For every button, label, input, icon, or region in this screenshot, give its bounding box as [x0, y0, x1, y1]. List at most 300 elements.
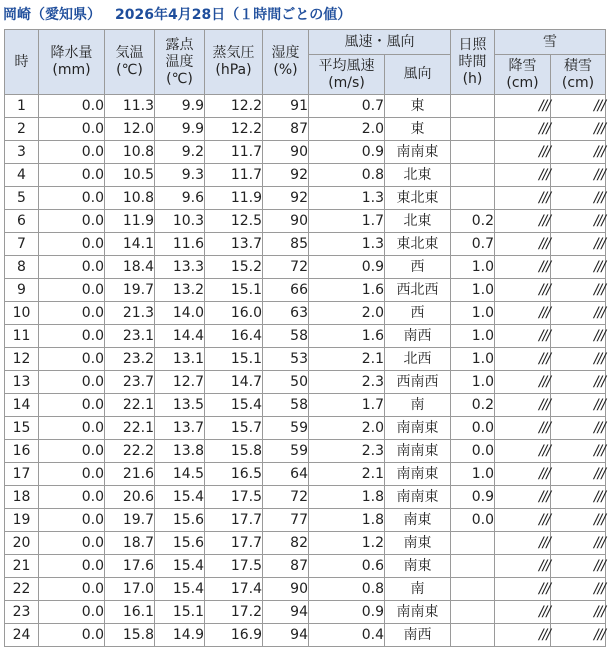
cell-wind-dir: 北東	[385, 210, 451, 233]
cell-sunshine: 0.2	[451, 394, 495, 417]
table-row	[5, 95, 606, 118]
cell-wind-dir: 東	[385, 118, 451, 141]
cell-sunshine	[451, 118, 495, 141]
cell-dew: 9.6	[155, 187, 205, 210]
cell-hour: 7	[5, 233, 39, 256]
hourly-observation-table	[4, 29, 606, 647]
cell-precip: 0.0	[39, 532, 105, 555]
cell-sunshine	[451, 95, 495, 118]
cell-temp: 17.6	[105, 555, 155, 578]
cell-humidity: 58	[263, 325, 309, 348]
cell-wind-dir: 南	[385, 394, 451, 417]
cell-precip: 0.0	[39, 463, 105, 486]
cell-snowfall: ///	[495, 187, 551, 210]
cell-hour: 4	[5, 164, 39, 187]
cell-snow-depth: ///	[551, 371, 606, 394]
col-header-precip: 降水量 (mm)	[39, 30, 105, 95]
col-header-wind-speed: 平均風速 (m/s)	[309, 55, 385, 95]
cell-wind-speed: 2.0	[309, 417, 385, 440]
cell-temp: 10.5	[105, 164, 155, 187]
cell-snowfall: ///	[495, 371, 551, 394]
cell-wind-speed: 2.3	[309, 440, 385, 463]
cell-dew: 15.1	[155, 601, 205, 624]
cell-snow-depth: ///	[551, 164, 606, 187]
cell-precip: 0.0	[39, 555, 105, 578]
cell-wind-speed: 0.8	[309, 164, 385, 187]
cell-hour: 23	[5, 601, 39, 624]
cell-precip: 0.0	[39, 187, 105, 210]
table-row	[5, 164, 606, 187]
cell-snowfall: ///	[495, 164, 551, 187]
cell-dew: 14.0	[155, 302, 205, 325]
cell-hour: 12	[5, 348, 39, 371]
cell-vapor: 15.7	[205, 417, 263, 440]
cell-humidity: 64	[263, 463, 309, 486]
cell-wind-dir: 南東	[385, 555, 451, 578]
cell-snowfall: ///	[495, 463, 551, 486]
table-row	[5, 486, 606, 509]
table-row	[5, 233, 606, 256]
cell-vapor: 16.0	[205, 302, 263, 325]
cell-dew: 13.8	[155, 440, 205, 463]
cell-temp: 15.8	[105, 624, 155, 647]
cell-vapor: 11.7	[205, 164, 263, 187]
cell-snow-depth: ///	[551, 279, 606, 302]
cell-temp: 17.0	[105, 578, 155, 601]
cell-temp: 23.2	[105, 348, 155, 371]
cell-wind-speed: 0.9	[309, 601, 385, 624]
cell-snow-depth: ///	[551, 463, 606, 486]
col-header-dew: 露点 温度 (℃)	[155, 30, 205, 95]
cell-sunshine: 0.0	[451, 440, 495, 463]
table-row	[5, 210, 606, 233]
cell-snow-depth: ///	[551, 486, 606, 509]
col-header-temp: 気温 (℃)	[105, 30, 155, 95]
cell-humidity: 53	[263, 348, 309, 371]
cell-snowfall: ///	[495, 233, 551, 256]
cell-snow-depth: ///	[551, 624, 606, 647]
cell-snowfall: ///	[495, 256, 551, 279]
cell-humidity: 92	[263, 187, 309, 210]
cell-snowfall: ///	[495, 394, 551, 417]
cell-hour: 10	[5, 302, 39, 325]
cell-wind-dir: 南西	[385, 624, 451, 647]
cell-vapor: 15.4	[205, 394, 263, 417]
cell-snow-depth: ///	[551, 141, 606, 164]
cell-dew: 15.6	[155, 532, 205, 555]
cell-wind-speed: 1.8	[309, 509, 385, 532]
cell-temp: 23.7	[105, 371, 155, 394]
cell-wind-speed: 0.4	[309, 624, 385, 647]
col-header-snowfall: 降雪 (cm)	[495, 55, 551, 95]
cell-sunshine	[451, 187, 495, 210]
cell-sunshine: 1.0	[451, 256, 495, 279]
cell-dew: 15.4	[155, 555, 205, 578]
cell-wind-speed: 1.2	[309, 532, 385, 555]
cell-temp: 14.1	[105, 233, 155, 256]
cell-snowfall: ///	[495, 325, 551, 348]
cell-temp: 21.3	[105, 302, 155, 325]
cell-humidity: 77	[263, 509, 309, 532]
cell-precip: 0.0	[39, 233, 105, 256]
cell-wind-speed: 2.3	[309, 371, 385, 394]
cell-wind-dir: 西	[385, 256, 451, 279]
table-row	[5, 279, 606, 302]
cell-snowfall: ///	[495, 210, 551, 233]
cell-dew: 15.6	[155, 509, 205, 532]
cell-snowfall: ///	[495, 118, 551, 141]
cell-humidity: 87	[263, 118, 309, 141]
table-row	[5, 578, 606, 601]
cell-precip: 0.0	[39, 348, 105, 371]
cell-precip: 0.0	[39, 509, 105, 532]
cell-temp: 16.1	[105, 601, 155, 624]
cell-precip: 0.0	[39, 95, 105, 118]
cell-snowfall: ///	[495, 486, 551, 509]
cell-snow-depth: ///	[551, 95, 606, 118]
cell-hour: 14	[5, 394, 39, 417]
cell-vapor: 13.7	[205, 233, 263, 256]
cell-precip: 0.0	[39, 118, 105, 141]
cell-humidity: 87	[263, 555, 309, 578]
table-body	[5, 95, 606, 647]
cell-sunshine	[451, 555, 495, 578]
cell-humidity: 63	[263, 302, 309, 325]
cell-wind-speed: 2.1	[309, 463, 385, 486]
cell-hour: 9	[5, 279, 39, 302]
cell-wind-dir: 南南東	[385, 463, 451, 486]
cell-precip: 0.0	[39, 394, 105, 417]
cell-snow-depth: ///	[551, 532, 606, 555]
date-caption: 2026年4月28日（１時間ごとの値）	[115, 7, 352, 23]
cell-sunshine: 0.0	[451, 509, 495, 532]
cell-hour: 5	[5, 187, 39, 210]
cell-hour: 21	[5, 555, 39, 578]
cell-wind-speed: 1.8	[309, 486, 385, 509]
cell-temp: 21.6	[105, 463, 155, 486]
cell-hour: 19	[5, 509, 39, 532]
cell-vapor: 16.5	[205, 463, 263, 486]
cell-sunshine	[451, 578, 495, 601]
cell-wind-dir: 東北東	[385, 187, 451, 210]
col-header-snow-depth: 積雪 (cm)	[551, 55, 606, 95]
table-row	[5, 394, 606, 417]
cell-temp: 23.1	[105, 325, 155, 348]
table-row	[5, 532, 606, 555]
cell-hour: 17	[5, 463, 39, 486]
cell-precip: 0.0	[39, 440, 105, 463]
table-row	[5, 463, 606, 486]
cell-temp: 22.1	[105, 417, 155, 440]
cell-hour: 3	[5, 141, 39, 164]
cell-dew: 10.3	[155, 210, 205, 233]
cell-dew: 13.7	[155, 417, 205, 440]
cell-wind-speed: 2.1	[309, 348, 385, 371]
table-row	[5, 118, 606, 141]
cell-sunshine: 0.9	[451, 486, 495, 509]
cell-sunshine: 1.0	[451, 279, 495, 302]
cell-dew: 9.2	[155, 141, 205, 164]
cell-wind-dir: 南南東	[385, 141, 451, 164]
cell-wind-dir: 北西	[385, 348, 451, 371]
cell-snowfall: ///	[495, 417, 551, 440]
table-row	[5, 325, 606, 348]
cell-humidity: 90	[263, 210, 309, 233]
cell-precip: 0.0	[39, 164, 105, 187]
cell-snow-depth: ///	[551, 601, 606, 624]
cell-snow-depth: ///	[551, 578, 606, 601]
table-row	[5, 417, 606, 440]
cell-wind-speed: 0.6	[309, 555, 385, 578]
header-row-1	[5, 30, 606, 55]
cell-temp: 18.4	[105, 256, 155, 279]
cell-hour: 18	[5, 486, 39, 509]
cell-vapor: 15.2	[205, 256, 263, 279]
table-row	[5, 348, 606, 371]
col-header-wind-dir: 風向	[385, 55, 451, 95]
cell-hour: 22	[5, 578, 39, 601]
cell-wind-dir: 東北東	[385, 233, 451, 256]
cell-vapor: 12.5	[205, 210, 263, 233]
cell-temp: 22.1	[105, 394, 155, 417]
cell-snow-depth: ///	[551, 187, 606, 210]
cell-dew: 11.6	[155, 233, 205, 256]
cell-temp: 12.0	[105, 118, 155, 141]
cell-snowfall: ///	[495, 601, 551, 624]
cell-humidity: 90	[263, 578, 309, 601]
cell-precip: 0.0	[39, 279, 105, 302]
table-row	[5, 141, 606, 164]
cell-vapor: 11.9	[205, 187, 263, 210]
cell-vapor: 17.4	[205, 578, 263, 601]
cell-dew: 15.4	[155, 486, 205, 509]
cell-wind-speed: 0.8	[309, 578, 385, 601]
cell-snowfall: ///	[495, 509, 551, 532]
cell-sunshine	[451, 624, 495, 647]
cell-dew: 14.4	[155, 325, 205, 348]
cell-precip: 0.0	[39, 256, 105, 279]
cell-wind-dir: 西北西	[385, 279, 451, 302]
cell-humidity: 72	[263, 256, 309, 279]
cell-wind-speed: 1.6	[309, 279, 385, 302]
cell-humidity: 82	[263, 532, 309, 555]
cell-temp: 19.7	[105, 509, 155, 532]
cell-snow-depth: ///	[551, 417, 606, 440]
cell-snow-depth: ///	[551, 256, 606, 279]
cell-snowfall: ///	[495, 624, 551, 647]
cell-sunshine	[451, 141, 495, 164]
cell-temp: 19.7	[105, 279, 155, 302]
cell-wind-speed: 0.9	[309, 141, 385, 164]
cell-sunshine: 1.0	[451, 463, 495, 486]
cell-temp: 20.6	[105, 486, 155, 509]
cell-wind-dir: 南南東	[385, 417, 451, 440]
cell-sunshine: 0.7	[451, 233, 495, 256]
cell-vapor: 17.7	[205, 532, 263, 555]
cell-snow-depth: ///	[551, 555, 606, 578]
cell-snowfall: ///	[495, 440, 551, 463]
col-header-hour: 時	[5, 30, 39, 95]
cell-humidity: 58	[263, 394, 309, 417]
cell-snowfall: ///	[495, 279, 551, 302]
cell-humidity: 66	[263, 279, 309, 302]
table-row	[5, 555, 606, 578]
page-title	[3, 5, 365, 25]
table-row	[5, 624, 606, 647]
cell-dew: 13.5	[155, 394, 205, 417]
cell-wind-speed: 2.0	[309, 302, 385, 325]
table-row	[5, 256, 606, 279]
cell-humidity: 59	[263, 440, 309, 463]
cell-temp: 11.3	[105, 95, 155, 118]
cell-sunshine: 1.0	[451, 325, 495, 348]
cell-humidity: 91	[263, 95, 309, 118]
cell-snow-depth: ///	[551, 394, 606, 417]
cell-vapor: 15.1	[205, 348, 263, 371]
cell-precip: 0.0	[39, 578, 105, 601]
cell-wind-speed: 1.7	[309, 394, 385, 417]
cell-wind-speed: 1.3	[309, 187, 385, 210]
cell-humidity: 90	[263, 141, 309, 164]
cell-dew: 9.9	[155, 95, 205, 118]
cell-hour: 11	[5, 325, 39, 348]
cell-dew: 14.5	[155, 463, 205, 486]
cell-wind-dir: 南	[385, 578, 451, 601]
cell-snow-depth: ///	[551, 210, 606, 233]
cell-precip: 0.0	[39, 601, 105, 624]
cell-dew: 15.4	[155, 578, 205, 601]
cell-wind-dir: 南東	[385, 532, 451, 555]
cell-sunshine: 0.0	[451, 417, 495, 440]
cell-hour: 13	[5, 371, 39, 394]
col-header-snow-group: 雪	[495, 30, 606, 55]
cell-wind-speed: 1.7	[309, 210, 385, 233]
cell-snowfall: ///	[495, 348, 551, 371]
cell-wind-dir: 南西	[385, 325, 451, 348]
cell-dew: 13.1	[155, 348, 205, 371]
cell-wind-dir: 南南東	[385, 486, 451, 509]
cell-wind-dir: 南南東	[385, 440, 451, 463]
cell-temp: 10.8	[105, 141, 155, 164]
cell-dew: 14.9	[155, 624, 205, 647]
table-row	[5, 187, 606, 210]
cell-vapor: 14.7	[205, 371, 263, 394]
cell-dew: 9.3	[155, 164, 205, 187]
table-row	[5, 440, 606, 463]
cell-precip: 0.0	[39, 486, 105, 509]
cell-temp: 22.2	[105, 440, 155, 463]
cell-wind-speed: 2.0	[309, 118, 385, 141]
cell-precip: 0.0	[39, 210, 105, 233]
cell-wind-speed: 1.3	[309, 233, 385, 256]
cell-vapor: 15.8	[205, 440, 263, 463]
cell-sunshine: 1.0	[451, 371, 495, 394]
cell-vapor: 17.5	[205, 486, 263, 509]
cell-sunshine	[451, 532, 495, 555]
cell-wind-dir: 西南西	[385, 371, 451, 394]
cell-snow-depth: ///	[551, 118, 606, 141]
cell-precip: 0.0	[39, 302, 105, 325]
cell-snow-depth: ///	[551, 509, 606, 532]
cell-vapor: 12.2	[205, 95, 263, 118]
cell-snow-depth: ///	[551, 325, 606, 348]
cell-vapor: 17.5	[205, 555, 263, 578]
cell-hour: 15	[5, 417, 39, 440]
cell-snowfall: ///	[495, 555, 551, 578]
cell-precip: 0.0	[39, 417, 105, 440]
cell-sunshine	[451, 601, 495, 624]
station-name: 岡崎（愛知県）	[3, 7, 101, 23]
cell-snowfall: ///	[495, 95, 551, 118]
cell-hour: 2	[5, 118, 39, 141]
cell-humidity: 94	[263, 601, 309, 624]
cell-snow-depth: ///	[551, 440, 606, 463]
cell-precip: 0.0	[39, 325, 105, 348]
table-row	[5, 601, 606, 624]
table-row	[5, 371, 606, 394]
cell-wind-dir: 南南東	[385, 601, 451, 624]
cell-vapor: 17.2	[205, 601, 263, 624]
col-header-wind-group: 風速・風向	[309, 30, 451, 55]
cell-wind-speed: 0.9	[309, 256, 385, 279]
cell-temp: 11.9	[105, 210, 155, 233]
cell-wind-speed: 0.7	[309, 95, 385, 118]
cell-hour: 6	[5, 210, 39, 233]
cell-vapor: 11.7	[205, 141, 263, 164]
col-header-sunshine: 日照 時間 (h)	[451, 30, 495, 95]
cell-hour: 20	[5, 532, 39, 555]
cell-sunshine: 1.0	[451, 302, 495, 325]
cell-wind-dir: 南東	[385, 509, 451, 532]
cell-snow-depth: ///	[551, 302, 606, 325]
cell-humidity: 94	[263, 624, 309, 647]
cell-dew: 13.3	[155, 256, 205, 279]
cell-temp: 18.7	[105, 532, 155, 555]
table-row	[5, 509, 606, 532]
cell-snow-depth: ///	[551, 348, 606, 371]
cell-precip: 0.0	[39, 141, 105, 164]
cell-wind-speed: 1.6	[309, 325, 385, 348]
cell-hour: 1	[5, 95, 39, 118]
table-row	[5, 302, 606, 325]
cell-sunshine: 0.2	[451, 210, 495, 233]
cell-wind-dir: 西	[385, 302, 451, 325]
cell-vapor: 16.9	[205, 624, 263, 647]
cell-snowfall: ///	[495, 302, 551, 325]
cell-humidity: 72	[263, 486, 309, 509]
cell-precip: 0.0	[39, 624, 105, 647]
cell-hour: 24	[5, 624, 39, 647]
cell-snowfall: ///	[495, 141, 551, 164]
cell-wind-dir: 北東	[385, 164, 451, 187]
cell-precip: 0.0	[39, 371, 105, 394]
cell-hour: 8	[5, 256, 39, 279]
cell-snow-depth: ///	[551, 233, 606, 256]
cell-vapor: 12.2	[205, 118, 263, 141]
cell-sunshine	[451, 164, 495, 187]
cell-hour: 16	[5, 440, 39, 463]
cell-snowfall: ///	[495, 578, 551, 601]
cell-dew: 12.7	[155, 371, 205, 394]
cell-temp: 10.8	[105, 187, 155, 210]
col-header-vapor: 蒸気圧 (hPa)	[205, 30, 263, 95]
cell-dew: 13.2	[155, 279, 205, 302]
col-header-humidity: 湿度 (%)	[263, 30, 309, 95]
cell-vapor: 17.7	[205, 509, 263, 532]
cell-humidity: 59	[263, 417, 309, 440]
cell-dew: 9.9	[155, 118, 205, 141]
cell-sunshine: 1.0	[451, 348, 495, 371]
